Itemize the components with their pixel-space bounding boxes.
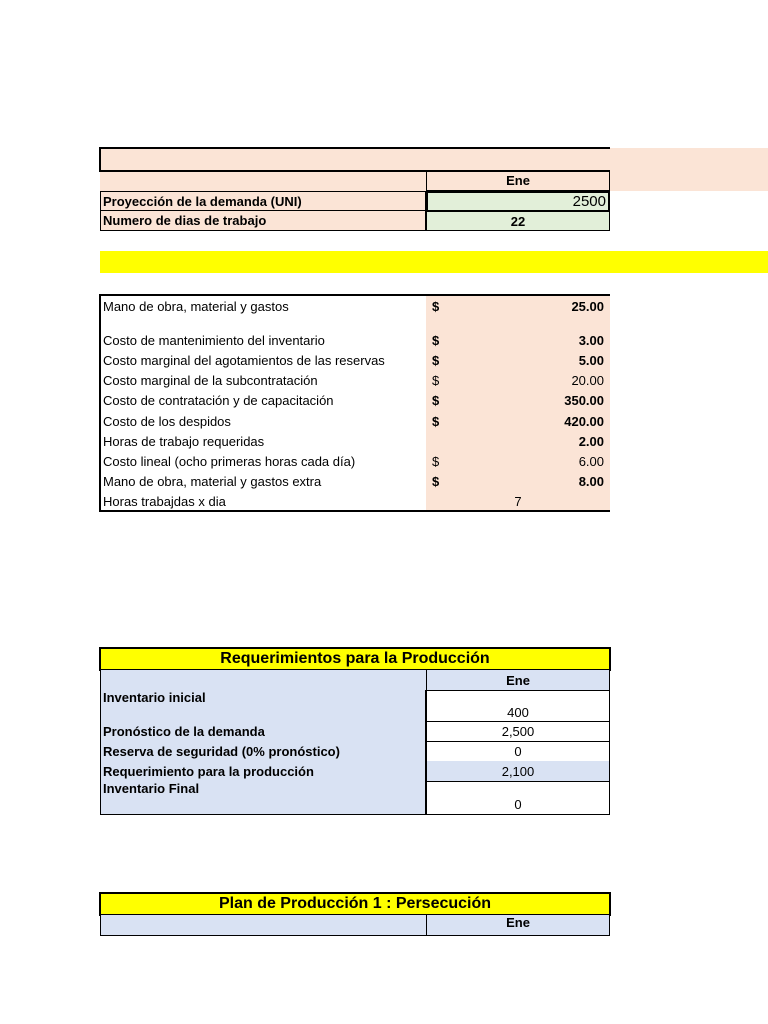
- cost-currency: [430, 431, 450, 451]
- cost-label: Mano de obra, material y gastos extra: [103, 473, 322, 489]
- req-label-safety-stock: Reserva de seguridad (0% pronóstico): [100, 741, 426, 762]
- req-value-forecast[interactable]: 2,500: [426, 721, 610, 742]
- req-label-production-requirement: Requerimiento para la producción: [100, 761, 426, 782]
- work-days-value[interactable]: 22: [426, 212, 610, 231]
- cost-currency: $: [432, 332, 440, 348]
- cost-label: Costo de mantenimiento del inventario: [103, 332, 325, 348]
- req-label-forecast: Pronóstico de la demanda: [100, 721, 426, 742]
- cost-currency: $: [432, 473, 440, 489]
- req-value-safety-stock[interactable]: 0: [426, 741, 610, 762]
- cost-label: Horas de trabajo requeridas: [103, 433, 265, 449]
- plan-title: Plan de Producción 1 : Persecución: [99, 892, 611, 916]
- cost-label: Horas trabajdas x dia: [103, 493, 226, 509]
- req-value-final-inventory[interactable]: 0: [426, 781, 610, 815]
- cost-label: Mano de obra, material y gastos: [103, 298, 289, 314]
- plan-month-header: Ene: [426, 915, 610, 936]
- cost-label: Costo marginal de la subcontratación: [103, 372, 318, 388]
- cost-currency: $: [432, 372, 440, 388]
- req-value-production-requirement[interactable]: 2,100: [426, 761, 610, 782]
- cost-value[interactable]: 3.00: [578, 332, 604, 348]
- cost-label: Costo de contratación y de capacitación: [103, 392, 334, 408]
- cost-value[interactable]: 20.00: [571, 372, 604, 388]
- cost-value[interactable]: 25.00: [571, 298, 604, 314]
- requirements-month-header: Ene: [426, 670, 610, 691]
- plan-header-left: [100, 915, 426, 936]
- cost-label: Costo de los despidos: [103, 413, 231, 429]
- cost-value[interactable]: 6.00: [578, 453, 604, 469]
- cost-currency: $: [432, 392, 440, 408]
- cost-label: Costo marginal del agotamientos de las reservas: [103, 352, 385, 368]
- work-days-label: Numero de dias de trabajo: [100, 211, 426, 231]
- cost-value[interactable]: 7: [514, 493, 522, 509]
- cost-value[interactable]: 5.00: [578, 352, 604, 368]
- cost-value[interactable]: 8.00: [578, 473, 604, 489]
- demand-month-header: Ene: [426, 171, 610, 191]
- req-label-final-inventory: Inventario Final: [100, 781, 426, 815]
- yellow-band: [100, 251, 768, 273]
- req-value-initial-inventory[interactable]: 400: [426, 690, 610, 722]
- requirements-title: Requerimientos para la Producción: [99, 647, 611, 671]
- demand-projection-value[interactable]: 2500: [426, 191, 610, 212]
- cost-currency: $: [432, 352, 440, 368]
- cost-currency: $: [432, 298, 440, 314]
- demand-header-border: [99, 147, 610, 172]
- cost-value[interactable]: 350.00: [564, 392, 604, 408]
- cost-value[interactable]: 420.00: [564, 413, 604, 429]
- demand-projection-label: Proyección de la demanda (UNI): [100, 191, 426, 211]
- cost-value[interactable]: 2.00: [578, 433, 604, 449]
- requirements-header-left: [100, 670, 426, 691]
- cost-currency: $: [432, 413, 440, 429]
- cost-currency: $: [432, 453, 440, 469]
- cost-label: Costo lineal (ocho primeras horas cada día): [103, 453, 356, 469]
- req-label-initial-inventory: Inventario inicial: [100, 690, 426, 722]
